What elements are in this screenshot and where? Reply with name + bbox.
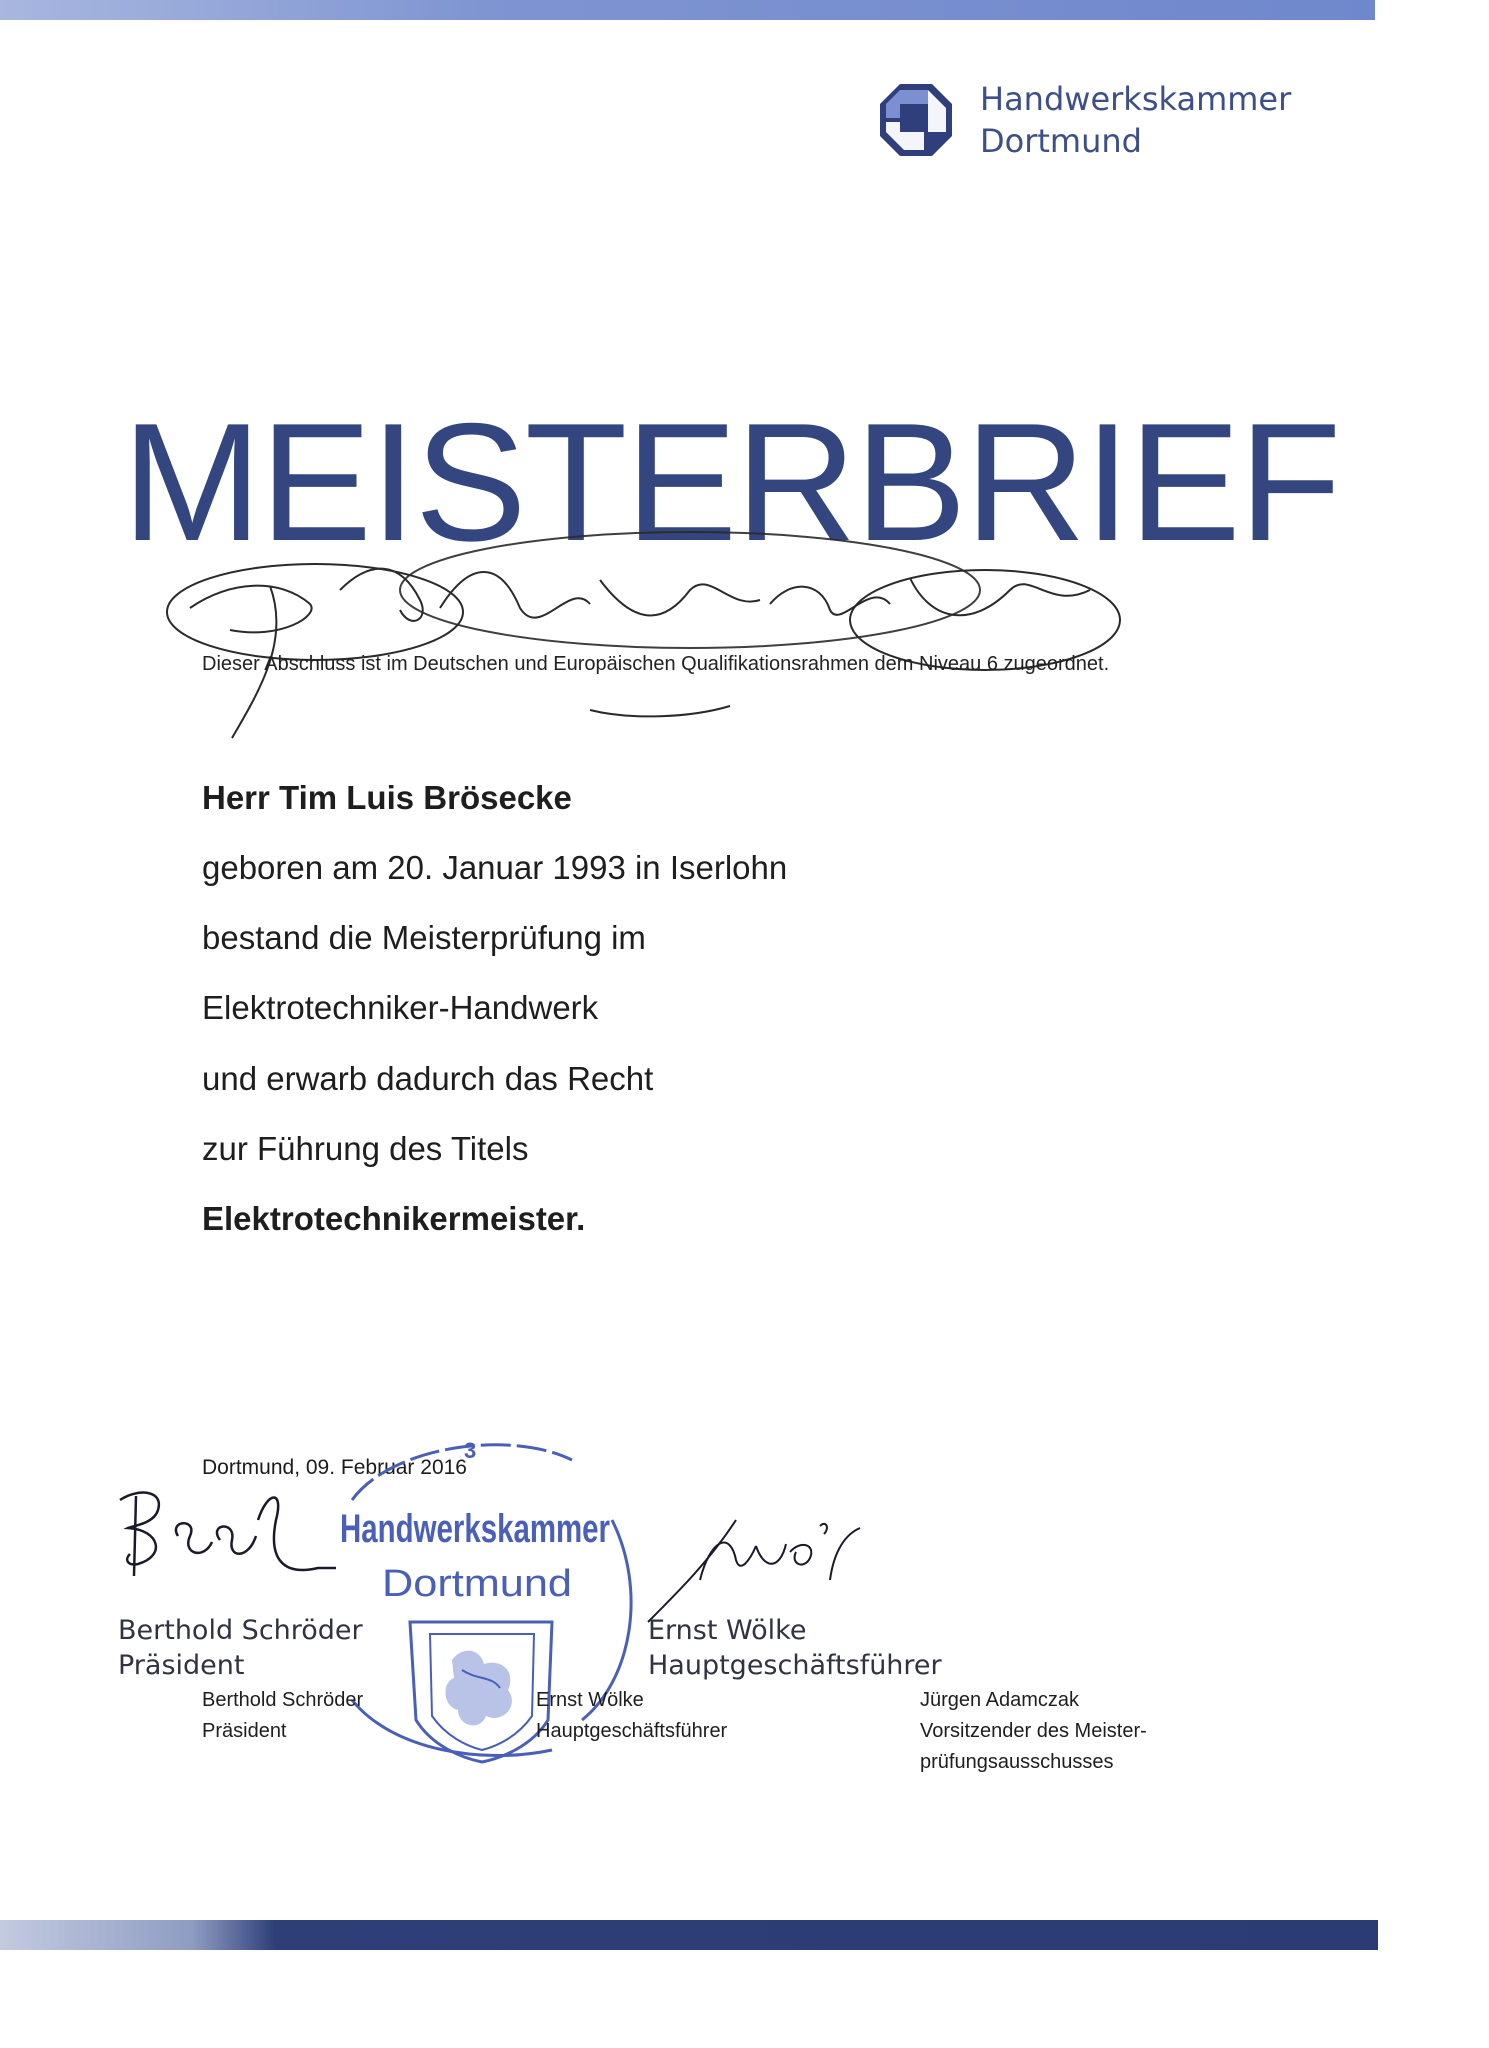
holder-name: Herr Tim Luis Brösecke bbox=[202, 779, 572, 816]
embossed-script-seal bbox=[170, 520, 1110, 750]
printed-signatory-2-role: Hauptgeschäftsführer bbox=[536, 1720, 728, 1742]
document-title: MEISTERBRIEF bbox=[122, 388, 1340, 576]
printed-signatory-3-role-line2: prüfungsausschusses bbox=[920, 1751, 1114, 1773]
degree-title: Elektrotechnikermeister. bbox=[202, 1200, 586, 1237]
org-name bbox=[980, 78, 1320, 162]
signature-schroeder-icon bbox=[108, 1480, 338, 1590]
chamber-signatory-1-role: Präsident bbox=[118, 1650, 245, 1681]
right-line: und erwarb dadurch das Recht bbox=[202, 1060, 654, 1097]
chamber-signatory-1 bbox=[118, 1613, 363, 1683]
signature-woelke-icon bbox=[640, 1500, 870, 1630]
place-date: Dortmund, 09. Februar 2016 bbox=[202, 1456, 467, 1479]
bottom-color-bar bbox=[0, 1920, 1378, 1950]
title-right-line: zur Führung des Titels bbox=[202, 1130, 529, 1167]
org-name-line2: Dortmund bbox=[980, 122, 1142, 160]
exam-line: bestand die Meisterprüfung im bbox=[202, 919, 646, 956]
printed-signatory-2-name: Ernst Wölke bbox=[536, 1689, 644, 1711]
printed-signatory-3 bbox=[920, 1685, 1147, 1778]
chamber-signatory-2-role: Hauptgeschäftsführer bbox=[648, 1650, 942, 1681]
printed-signatory-1-name: Berthold Schröder bbox=[202, 1689, 364, 1711]
org-name-line1: Handwerkskammer bbox=[980, 80, 1292, 118]
chamber-signatory-2-name: Ernst Wölke bbox=[648, 1615, 807, 1646]
printed-signatory-2 bbox=[536, 1685, 727, 1747]
chamber-signatory-1-name: Berthold Schröder bbox=[118, 1615, 363, 1646]
birth-line: geboren am 20. Januar 1993 in Iserlohn bbox=[202, 849, 788, 886]
printed-signatory-3-name: Jürgen Adamczak bbox=[920, 1689, 1079, 1711]
top-color-bar bbox=[0, 0, 1375, 20]
handwerkskammer-logo-icon bbox=[876, 80, 956, 160]
stamp-line1: Handwerkskammer bbox=[340, 1507, 610, 1551]
trade-line: Elektrotechniker-Handwerk bbox=[202, 989, 599, 1026]
qualification-level-note: Dieser Abschluss ist im Deutschen und Europäischen Qualifikationsrahmen dem Niveau 6 zugeordnet. bbox=[202, 653, 1110, 675]
printed-signatory-3-role-line1: Vorsitzender des Meister- bbox=[920, 1720, 1147, 1742]
printed-signatory-1-role: Präsident bbox=[202, 1720, 287, 1742]
stamp-number: 3 bbox=[464, 1438, 477, 1463]
chamber-signatory-2 bbox=[648, 1613, 942, 1683]
printed-signatory-1 bbox=[202, 1685, 363, 1747]
stamp-line2: Dortmund bbox=[382, 1563, 572, 1605]
